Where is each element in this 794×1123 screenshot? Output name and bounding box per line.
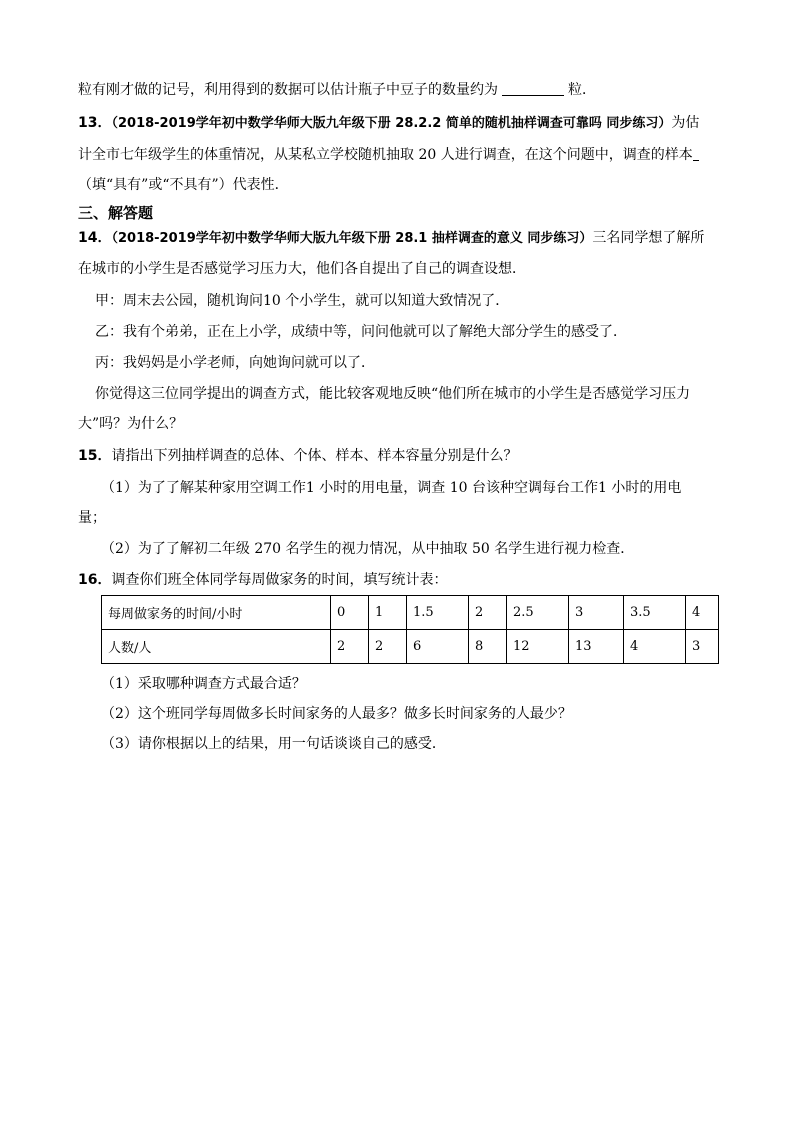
question-source: （2018-2019学年初中数学华师大版九年级下册 28.1 抽样调查的意义 同步练习） [111,231,593,246]
q12-text: 粒有刚才做的记号，利用得到的数据可以估计瓶子中豆子的数量约为 [78,82,498,98]
q13-text: 计全市七年级学生的体重情况，从某私立学校随机抽取 20 人进行调查，在这个问题中，调查的样本 [78,147,693,163]
stats-table [101,595,719,664]
q14-line2: 在城市的小学生是否感觉学习压力大，他们各自提出了自己的调查设想． [78,261,526,277]
table-cell: 6 [407,630,469,664]
q15-part1-line1: （1）为了了解某种家用空调工作1 小时的用电量，调查 10 台该种空调每台工作1 小时的用电 [101,480,682,496]
question-number: 15． [78,448,112,464]
q14-ask-line1: 你觉得这三位同学提出的调查方式，能比较客观地反映“他们所在城市的小学生是否感觉学习压力 [95,386,691,402]
table-row-header: 人数/人 [102,630,331,664]
question-number: 14． [78,230,112,246]
table-cell: 3 [686,630,719,664]
q16-sub2: （2）这个班同学每周做多长时间家务的人最多？做多长时间家务的人最少？ [101,706,572,722]
q14-option-jia: 甲：周末去公园，随机询问10 个小学生，就可以知道大致情况了． [95,293,510,309]
table-cell: 1.5 [407,596,469,630]
table-cell: 2 [369,630,407,664]
q14-line1 [78,228,704,249]
q15-stem [78,446,517,466]
q13-text: （填“具有”或“不具有”）代表性． [78,177,289,193]
table-row-header: 每周做家务的时间/小时 [102,596,331,630]
table-cell: 1 [369,596,407,630]
q14-ask-line2: 大”吗？为什么？ [78,416,184,432]
q12-continuation [78,80,596,100]
q12-tail: 粒． [568,82,596,98]
table-cell: 3 [569,596,624,630]
q13-line3 [78,175,289,195]
table-cell: 4 [624,630,686,664]
table-cell: 12 [507,630,569,664]
q16-stem [78,570,447,590]
table-cell: 2 [331,630,369,664]
table-cell: 8 [469,630,507,664]
answer-blank [693,146,699,161]
q15-part1-line2: 量； [78,510,106,526]
table-cell: 2.5 [507,596,569,630]
answer-blank [502,81,564,96]
section-title: 三、解答题 [78,204,154,222]
table-cell: 13 [569,630,624,664]
q14-text: 三名同学想了解所 [592,230,705,246]
q13-line2 [78,145,699,165]
q16-sub1: （1）采取哪种调查方式最合适？ [101,676,306,692]
question-number: 13． [78,115,112,131]
q13-line1 [78,113,699,134]
q15-part2: （2）为了了解初二年级 270 名学生的视力情况，从中抽取 50 名学生进行视力检查． [101,541,635,557]
table-cell: 2 [469,596,507,630]
table-cell: 0 [331,596,369,630]
table-row [102,630,719,664]
question-number: 16． [78,572,112,588]
table-cell: 4 [686,596,719,630]
q16-text: 调查你们班全体同学每周做家务的时间，填写统计表： [111,572,448,588]
q15-text: 请指出下列抽样调查的总体、个体、样本、样本容量分别是什么？ [111,448,518,464]
table-row [102,596,719,630]
q13-text: 为估 [671,115,700,131]
table-cell: 3.5 [624,596,686,630]
q16-sub3: （3）请你根据以上的结果，用一句话谈谈自己的感受． [101,736,446,752]
q14-option-yi: 乙：我有个弟弟，正在上小学，成绩中等，问问他就可以了解绝大部分学生的感受了． [95,324,627,340]
q14-option-bing: 丙：我妈妈是小学老师，向她询问就可以了． [95,355,375,371]
question-source: （2018-2019学年初中数学华师大版九年级下册 28.2.2 简单的随机抽样调查可靠吗 同步练习） [111,116,672,131]
